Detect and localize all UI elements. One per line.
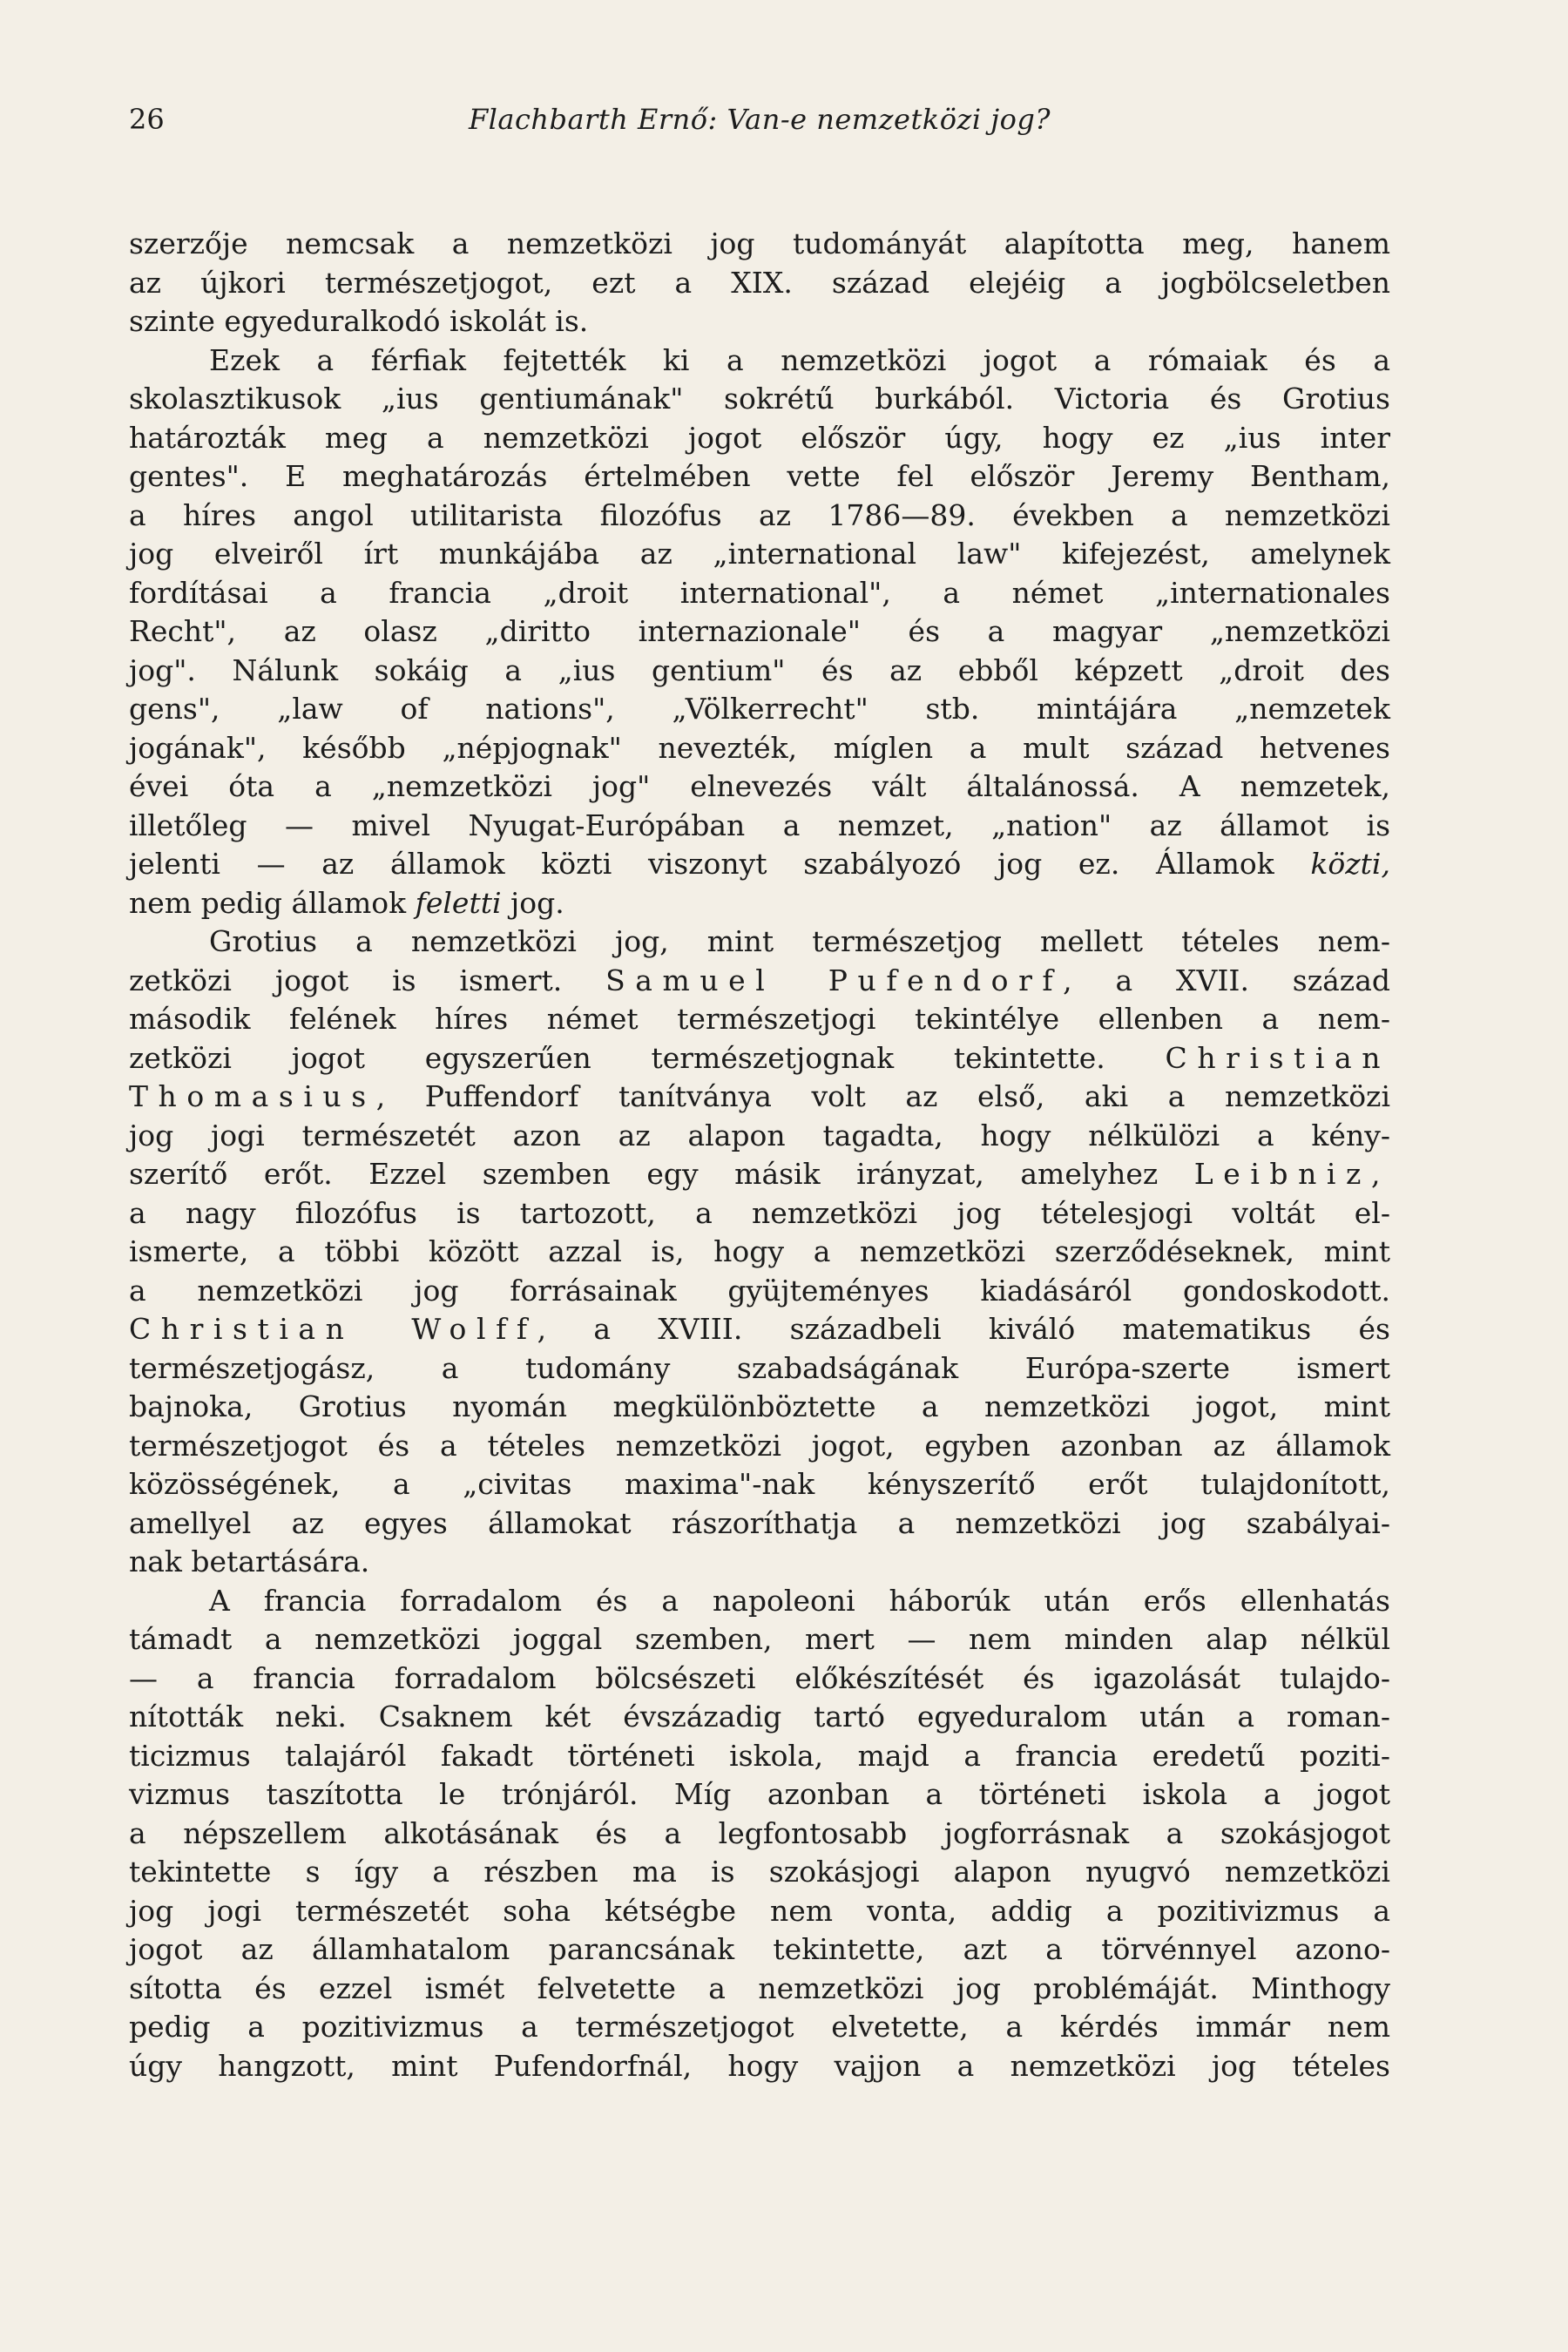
text-line (129, 1078, 1390, 1117)
text-line: vizmus taszította le trónjáról. Míg azonban a történeti iskola a jogot (129, 1777, 1390, 1811)
text-fragment: szerítő erőt. Ezzel szemben egy másik irányzat, amelyhez (129, 1157, 1159, 1191)
text-fragment: , Puffendorf tanítványa volt az első, aki a nemzetközi (375, 1079, 1390, 1113)
emphasis-text: feletti (415, 885, 502, 920)
text-line: ismerte, a többi között azzal is, hogy a nemzetközi szerződéseknek, mint (129, 1234, 1390, 1268)
text-line: szerzője nemcsak a nemzetközi jog tudományát alapította meg, hanem (129, 226, 1390, 260)
text-line: illetőleg — mivel Nyugat-Európában a nemzet, „nation" az államot is (129, 808, 1390, 842)
text-line: közösségének, a „civitas maxima"-nak kényszerítő erőt tulajdonított, (129, 1467, 1390, 1501)
text-line: bajnoka, Grotius nyomán megkülönböztette a nemzetközi jogot, mint (129, 1389, 1390, 1423)
text-line (129, 884, 1390, 923)
emphasis-text: közti, (1310, 847, 1390, 881)
text-line: szinte egyeduralkodó iskolát is. (129, 304, 589, 338)
text-line: skolasztikusok „ius gentiumának" sokrétű burkából. Victoria és Grotius (129, 382, 1390, 416)
text-fragment: jog. (510, 885, 564, 920)
text-line: Recht", az olasz „diritto internazionale" és a magyar „nemzetközi (129, 614, 1390, 648)
text-line: Ezek a férfiak fejtették ki a nemzetközi jogot a rómaiak és a (209, 342, 1390, 377)
person-name: Christian Wolff (129, 1312, 537, 1346)
text-fragment: , a XVII. század (1063, 963, 1390, 997)
text-line (129, 1039, 1390, 1078)
text-line: ticizmus talajáról fakadt történeti iskola, majd a francia eredetű poziti- (129, 1738, 1390, 1773)
person-name: Thomasius (129, 1079, 376, 1113)
text-line (129, 1155, 1390, 1194)
person-name: Samuel Pufendorf (605, 963, 1064, 997)
text-line: jog elveiről írt munkájába az „international law" kifejezést, amelynek (129, 537, 1390, 571)
text-line: jogának", később „népjognak" nevezték, míglen a mult század hetvenes (129, 730, 1390, 765)
text-line: jog jogi természetét azon az alapon tagadta, hogy nélkülözi a kény- (129, 1118, 1390, 1152)
text-fragment: nem pedig államok (129, 885, 407, 920)
text-line: a nemzetközi jog forrásainak gyüjteményes kiadásáról gondoskodott. (129, 1273, 1390, 1308)
text-line: nították neki. Csaknem két évszázadig tartó egyeduralom után a roman- (129, 1700, 1390, 1734)
text-line: évei óta a „nemzetközi jog" elnevezés vált általánossá. A nemzetek, (129, 769, 1390, 803)
text-line: jogot az államhatalom parancsának tekintette, azt a törvénnyel azono- (129, 1932, 1390, 1966)
text-line: természetjogot és a tételes nemzetközi jogot, egyben azonban az államok (129, 1428, 1390, 1463)
text-line: amellyel az egyes államokat rászoríthatja a nemzetközi jog szabályai- (129, 1505, 1390, 1540)
text-line: tekintette s így a részben ma is szokásjogi alapon nyugvó nemzetközi (129, 1855, 1390, 1889)
text-line (129, 845, 1390, 884)
text-line: határozták meg a nemzetközi jogot először úgy, hogy ez „ius inter (129, 420, 1390, 455)
text-fragment: zetközi jogot egyszerűen természetjognak tekintette. (129, 1040, 1105, 1075)
text-line (129, 962, 1390, 1001)
text-line: sította és ezzel ismét felvetette a nemzetközi jog problémáját. Minthogy (129, 1970, 1390, 2005)
text-line: második felének híres német természetjogi tekintélye ellenben a nem- (129, 1002, 1390, 1036)
text-fragment: zetközi jogot is ismert. (129, 963, 563, 997)
text-line: A francia forradalom és a napoleoni háborúk után erős ellenhatás (209, 1583, 1390, 1618)
text-line: gentes". E meghatározás értelmében vette fel először Jeremy Bentham, (129, 459, 1390, 493)
text-line: — a francia forradalom bölcsészeti előkészítését és igazolását tulajdo- (129, 1660, 1390, 1695)
text-line: az újkori természetjogot, ezt a XIX. század elejéig a jogbölcseletben (129, 265, 1390, 300)
text-line: támadt a nemzetközi joggal szemben, mert — nem minden alap nélkül (129, 1622, 1390, 1656)
text-line: gens", „law of nations", „Völkerrecht" stb. mintájára „nemzetek (129, 692, 1390, 726)
text-fragment: jelenti — az államok közti viszonyt szabályozó jog ez. Államok (129, 847, 1274, 881)
text-fragment: , a XVIII. századbeli kiváló matematikus és (537, 1312, 1390, 1346)
page-header (129, 103, 1390, 155)
text-line: fordításai a francia „droit international", a német „internationales (129, 575, 1390, 610)
text-line: úgy hangzott, mint Pufendorfnál, hogy vajjon a nemzetközi jog tételes (129, 2048, 1390, 2083)
running-title: Flachbarth Ernő: Van-e nemzetközi jog? (468, 103, 1051, 136)
text-line (129, 1310, 1390, 1349)
page-number: 26 (129, 103, 165, 136)
person-name: Leibniz, (1193, 1157, 1390, 1191)
text-line: jog". Nálunk sokáig a „ius gentium" és az ebből képzett „droit des (129, 652, 1390, 687)
text-line: természetjogász, a tudomány szabadságának Európa-szerte ismert (129, 1350, 1390, 1385)
text-line: jog jogi természetét soha kétségbe nem vonta, addig a pozitivizmus a (129, 1893, 1390, 1928)
body-text (129, 225, 1390, 2085)
text-line: pedig a pozitivizmus a természetjogot elvetette, a kérdés immár nem (129, 2010, 1390, 2044)
person-name: Christian (1165, 1040, 1390, 1075)
text-line: Grotius a nemzetközi jog, mint természetjog mellett tételes nem- (209, 924, 1390, 958)
text-line: a híres angol utilitarista filozófus az 1786—89. években a nemzetközi (129, 497, 1390, 532)
text-line: a népszellem alkotásának és a legfontosabb jogforrásnak a szokásjogot (129, 1815, 1390, 1850)
text-line: nak betartására. (129, 1544, 370, 1578)
text-line: a nagy filozófus is tartozott, a nemzetközi jog tételesjogi voltát el- (129, 1195, 1390, 1230)
